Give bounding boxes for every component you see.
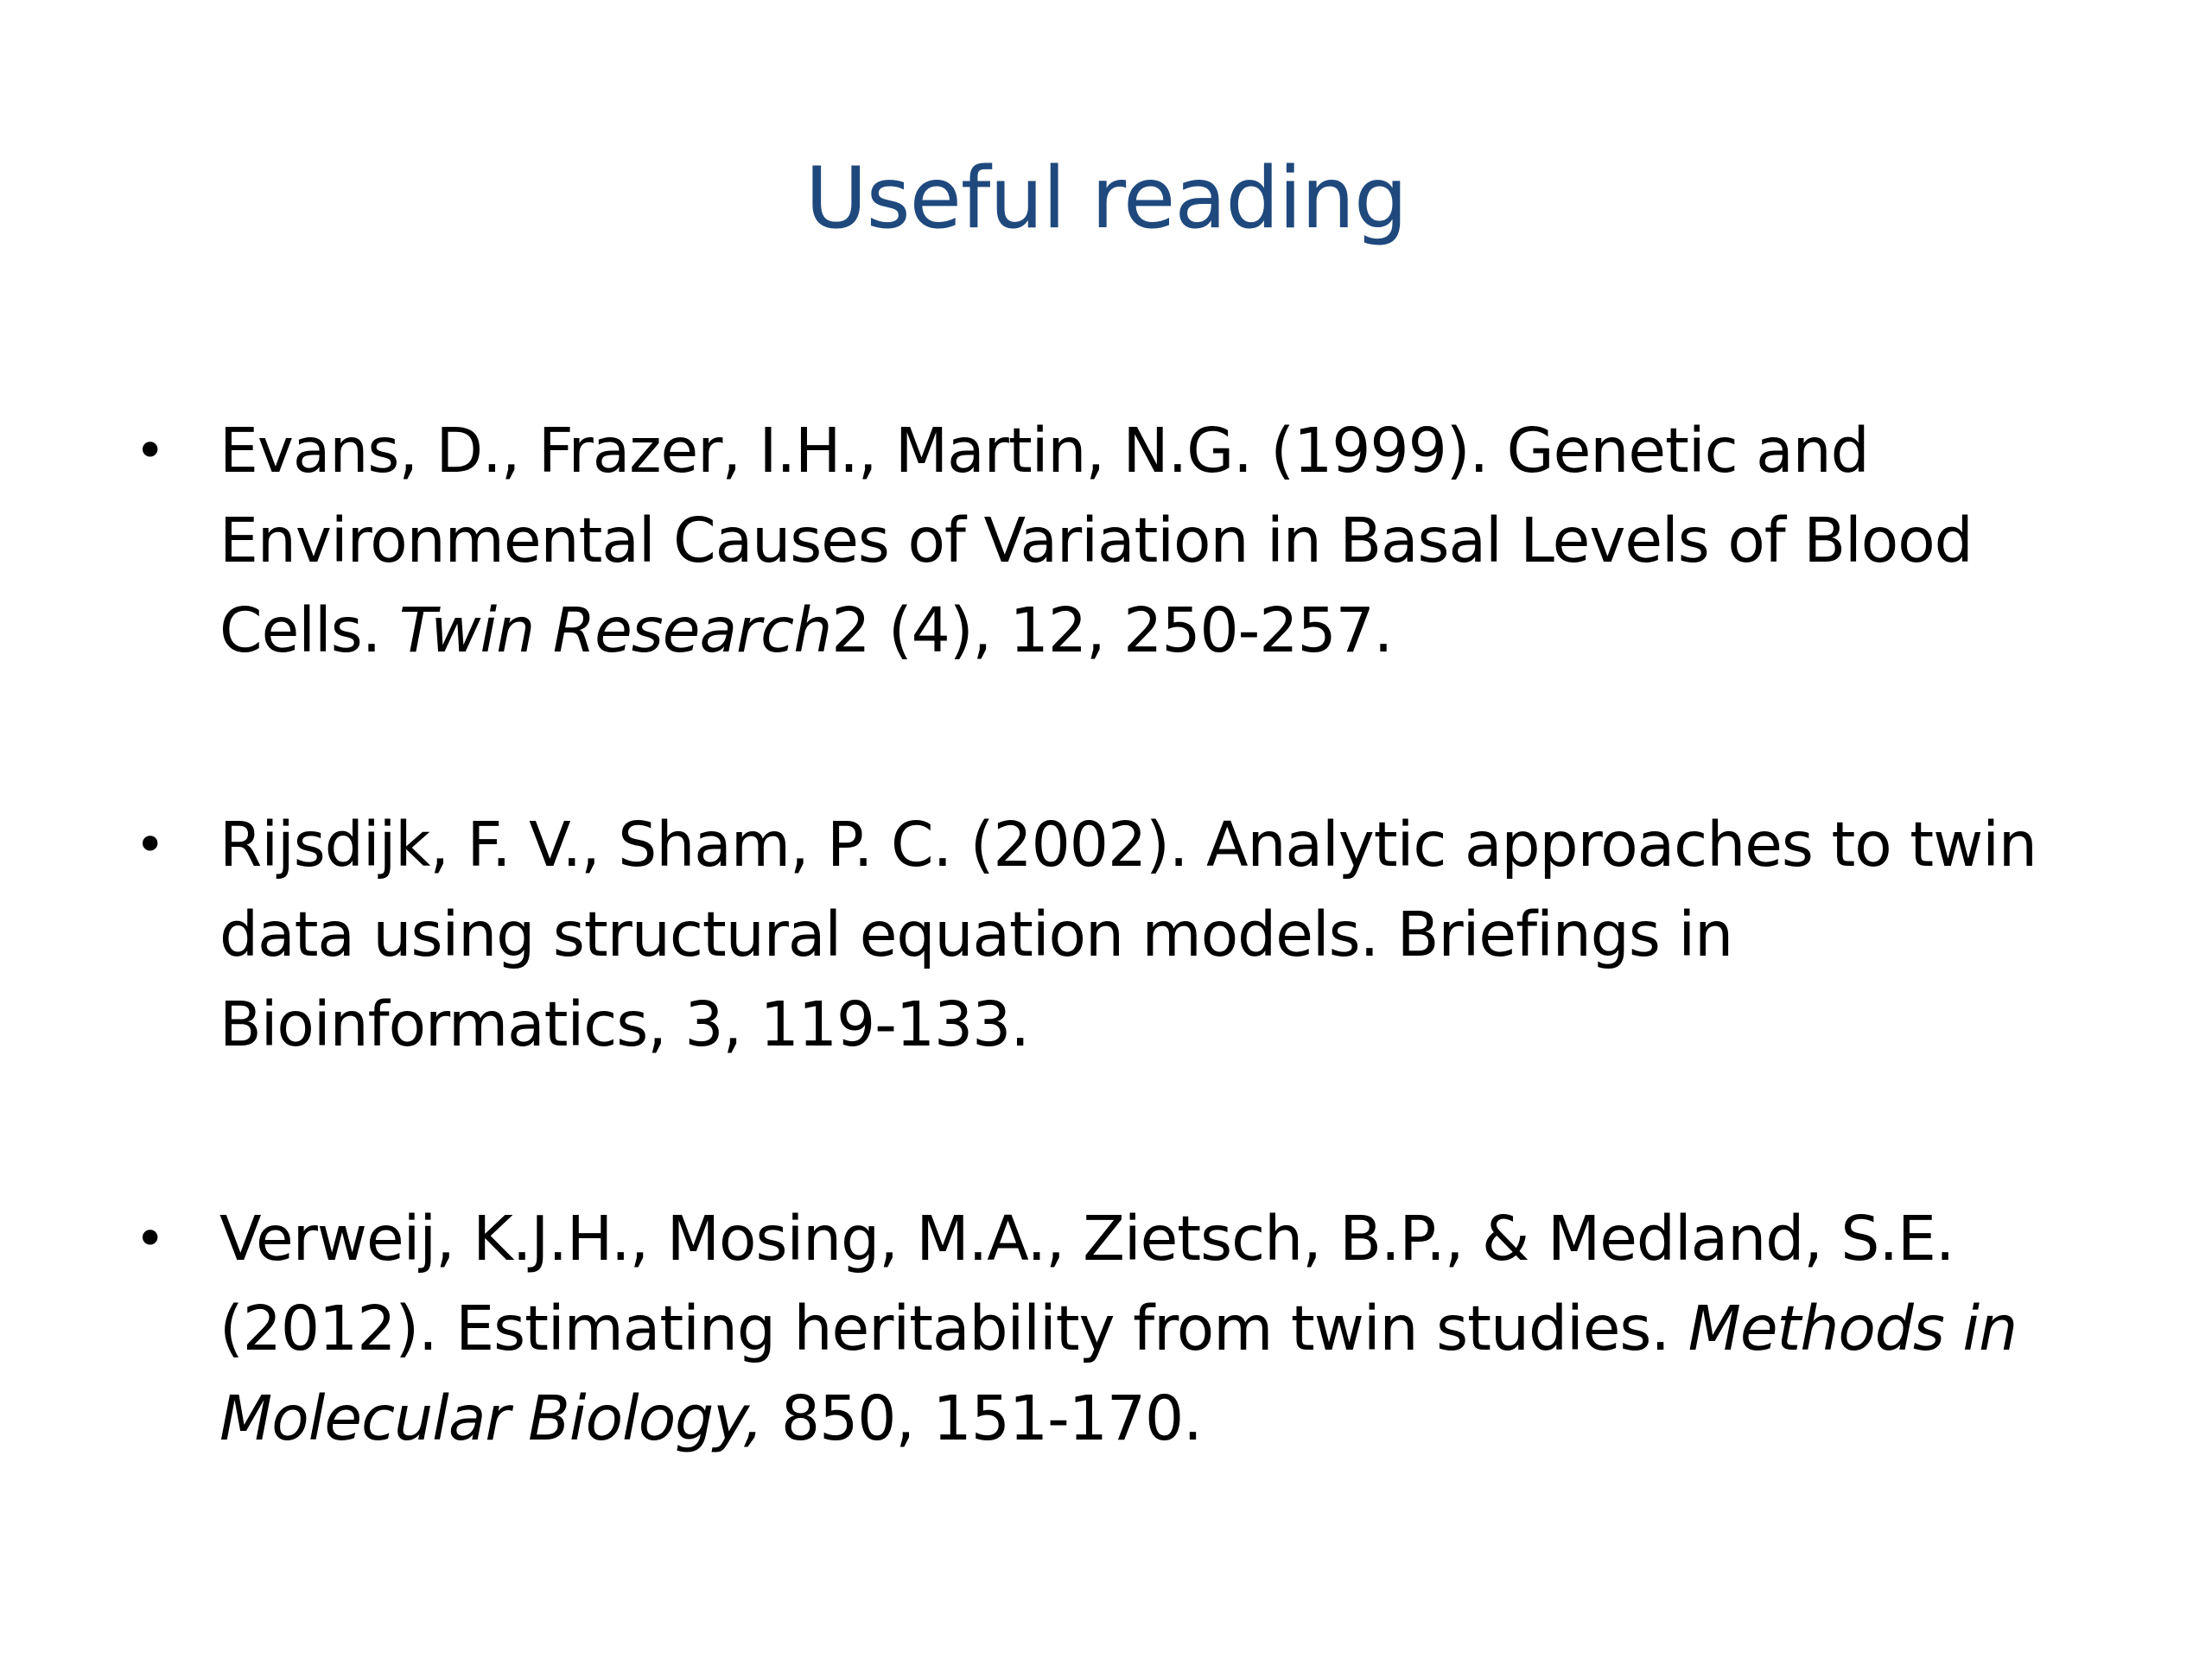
reference-journal: Methods in Molecular Biology, — [219, 1293, 2018, 1454]
reference-details: 850, 151-170. — [762, 1382, 1202, 1454]
reference-list — [130, 406, 2065, 1588]
reference-text: Verweij, K.J.H., Mosing, M.A., Zietsch, B.P., & Medland, S.E. (2012). Estimating heritability from twin studies. — [219, 1203, 1955, 1364]
reference-item — [130, 800, 2065, 1070]
reference-details: 2 (4), 12, 250-257. — [831, 594, 1393, 666]
bullet-icon: • — [135, 815, 165, 875]
reference-item — [130, 406, 2065, 676]
bullet-icon: • — [135, 1209, 165, 1269]
reference-text: Rijsdijk, F. V., Sham, P. C. (2002). Analytic approaches to twin data using structural equation models. Briefings in Bioinformatics, 3, 119-133. — [219, 809, 2037, 1060]
slide-title: Useful reading — [804, 149, 1408, 248]
bullet-icon: • — [135, 421, 165, 481]
reference-item — [130, 1194, 2065, 1464]
reference-text: Evans, D., Frazer, I.H., Martin, N.G. (1999). Genetic and Environmental Causes of Variation in Basal Levels of Blood Cells. — [219, 415, 1973, 666]
reference-journal: Twin Research — [398, 594, 832, 666]
